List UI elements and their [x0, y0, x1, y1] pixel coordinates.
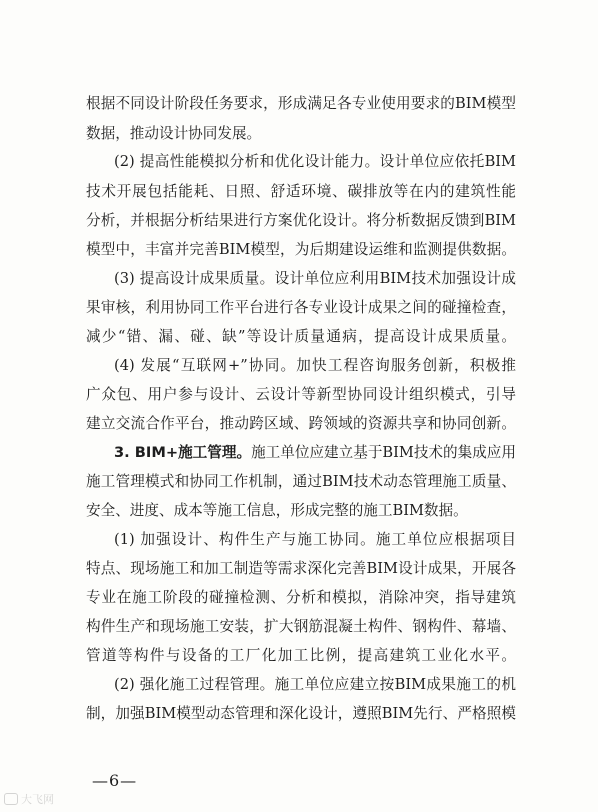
text-span: 施工单位应建立基于BIM技术的集成应用 — [251, 444, 516, 461]
section-heading-line — [114, 441, 516, 465]
text-line: 减少“错、漏、碰、缺”等设计质量通病，提高设计成果质量。 — [86, 328, 516, 345]
text-line: 技术开展包括能耗、日照、舒适环境、碳排放等在内的建筑性能 — [86, 183, 516, 200]
watermark — [4, 790, 54, 808]
text-line: (3) 提高设计成果质量。设计单位应利用BIM技术加强设计成 — [114, 270, 516, 287]
text-line: 广众包、用户参与设计、云设计等新型协同设计组织模式，引导 — [86, 386, 516, 403]
text-line: 模型中，丰富并完善BIM模型，为后期建设运维和监测提供数据。 — [86, 241, 516, 258]
text-line: 根据不同设计阶段任务要求，形成满足各专业使用要求的BIM模型 — [86, 95, 516, 112]
text-line: 构件生产和现场施工安装，扩大钢筋混凝土构件、钢构件、幕墙、 — [86, 618, 516, 635]
text-line: 果审核，利用协同工作平台进行各专业设计成果之间的碰撞检查， — [86, 299, 516, 316]
section-heading: 3. BIM+施工管理。 — [114, 444, 252, 461]
text-line: 数据，推动设计协同发展。 — [86, 125, 262, 142]
watermark-text: 大飞网 — [21, 793, 54, 806]
text-line: (2) 强化施工过程管理。施工单位应建立按BIM成果施工的机 — [114, 676, 516, 693]
text-line: 施工管理模式和协同工作机制，通过BIM技术动态管理施工质量、 — [86, 473, 516, 490]
text-line: 管道等构件与设备的工厂化加工比例，提高建筑工业化水平。 — [86, 647, 516, 664]
text-line: 特点、现场施工和加工制造等需求深化完善BIM设计成果，开展各 — [86, 560, 516, 577]
page-number: —6— — [92, 771, 138, 790]
text-line: 分析，并根据分析结果进行方案优化设计。将分析数据反馈到BIM — [86, 212, 516, 229]
text-line: 专业在施工阶段的碰撞检测、分析和模拟，消除冲突，指导建筑 — [86, 589, 516, 606]
text-line: 建立交流合作平台，推动跨区域、跨领域的资源共享和协同创新。 — [86, 415, 516, 432]
text-line: 制，加强BIM模型动态管理和深化设计，遵照BIM先行、严格照模 — [86, 705, 516, 722]
text-line: (2) 提高性能模拟分析和优化设计能力。设计单位应依托BIM — [114, 153, 516, 170]
text-line: (1) 加强设计、构件生产与施工协同。施工单位应根据项目 — [114, 531, 516, 548]
watermark-logo-icon — [4, 793, 18, 805]
text-line: (4) 发展“互联网+”协同。加快工程咨询服务创新，积极推 — [114, 357, 516, 374]
text-line: 安全、进度、成本等施工信息，形成完整的施工BIM数据。 — [86, 502, 468, 519]
